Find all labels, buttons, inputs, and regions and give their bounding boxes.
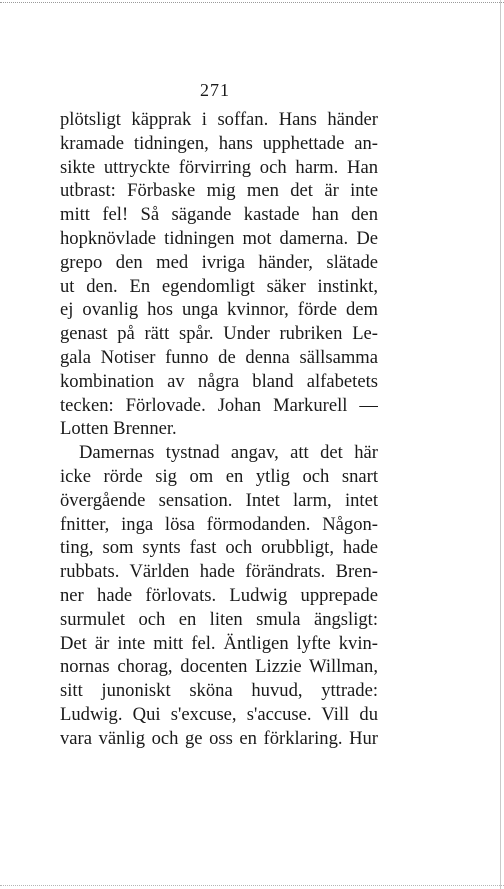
text-line: kramade tidningen, hans upphettade an- (60, 132, 378, 154)
text-line: vara vänlig och ge oss en förklaring. Hur (60, 727, 378, 749)
text-line: hopknövlade tidningen mot damerna. De (60, 227, 378, 249)
text-line: tecken: Förlovade. Johan Markurell — (60, 394, 378, 416)
text-line: Ludwig. Qui s'excuse, s'accuse. Vill du (60, 703, 378, 725)
body-text (60, 108, 378, 751)
top-edge-rule (0, 2, 504, 3)
text-line: kombination av några bland alfabetets (60, 370, 378, 392)
text-line: grepo den med ivriga händer, slätade (60, 251, 378, 273)
text-line: Lotten Brenner. (60, 418, 177, 440)
text-line: genast på rätt spår. Under rubriken Le- (60, 323, 378, 345)
text-line: utbrast: Förbaske mig men det är inte (60, 180, 378, 202)
text-line: gala Notiser funno de denna sällsamma (60, 346, 378, 368)
text-line: ting, som synts fast och orubbligt, hade (60, 537, 378, 559)
text-line: ej ovanlig hos unga kvinnor, förde dem (60, 299, 378, 321)
page-number: 271 (200, 80, 230, 100)
text-line: sitt junoniskt sköna huvud, yttrade: (60, 680, 378, 702)
text-line: sikte uttryckte förvirring och harm. Han (60, 156, 378, 178)
text-line: fnitter, inga lösa förmodanden. Någon- (60, 513, 378, 535)
text-line: ut den. En egendomligt säker instinkt, (60, 275, 378, 297)
text-line: övergående sensation. Intet larm, intet (60, 489, 378, 511)
right-page-edge (500, 0, 501, 889)
text-line: surmulet och en liten smula ängsligt: (60, 608, 378, 630)
text-line: rubbats. Världen hade förändrats. Bren- (60, 561, 378, 583)
text-line: icke rörde sig om en ytlig och snart (60, 465, 378, 487)
text-line: nornas chorag, docenten Lizzie Willman, (60, 656, 378, 678)
text-line: Damernas tystnad angav, att det här (79, 442, 378, 464)
text-line: ner hade förlovats. Ludwig upprepade (60, 584, 378, 606)
text-line: mitt fel! Så sägande kastade han den (60, 204, 378, 226)
text-line: Det är inte mitt fel. Äntligen lyfte kvin- (60, 632, 378, 654)
bottom-edge-rule (0, 885, 504, 886)
text-line: plötsligt käpprak i soffan. Hans händer (60, 109, 378, 130)
